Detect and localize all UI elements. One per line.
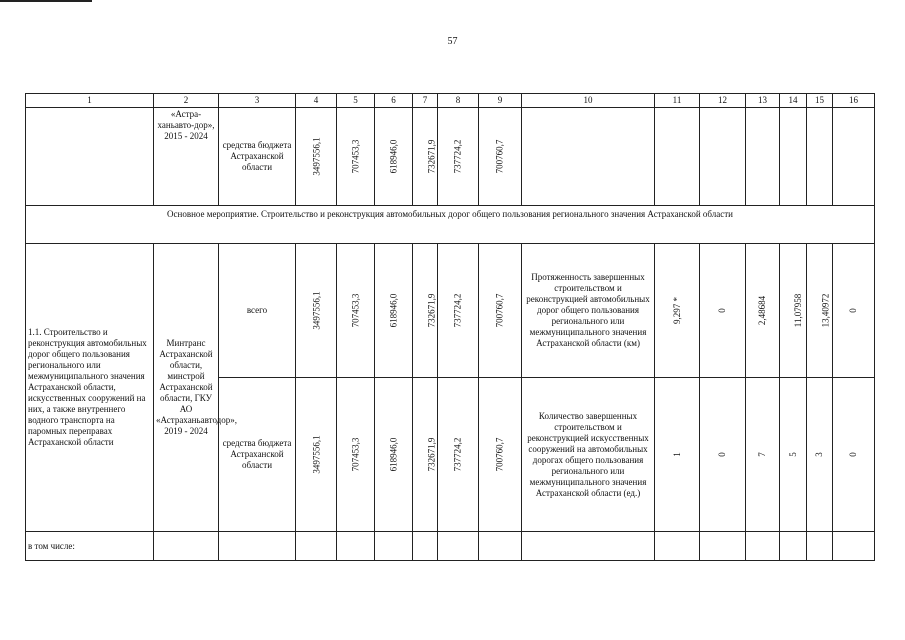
indicator-value-cell [655,244,700,378]
indicator-value: 2,48684 [757,295,768,326]
indicator-value-cell [746,244,780,378]
empty-cell [807,108,833,206]
indicator-value: 0 [717,308,727,313]
empty-cell [413,532,438,561]
value-text: 3497556,1 [311,137,322,176]
value-cell [337,244,375,378]
value-cell [438,244,479,378]
empty-cell [479,532,522,561]
indicator-value: 9,297 * [671,297,682,324]
indicator-value-cell [700,378,746,532]
table-row [26,244,875,378]
header-cell: 6 [375,94,413,108]
value-cell [413,108,438,206]
source-cell: средства бюджета Астраханской области [219,108,296,206]
value-text: 618946,0 [388,139,399,174]
value-text: 700760,7 [494,293,505,328]
value-cell [479,108,522,206]
header-cell: 4 [296,94,337,108]
empty-cell [522,532,655,561]
indicator-value-cell [833,378,875,532]
value-text: 618946,0 [388,437,399,472]
empty-cell [296,532,337,561]
value-text: 732671,9 [426,293,437,328]
header-row [26,94,875,108]
empty-cell [438,532,479,561]
empty-cell [655,532,700,561]
value-text: 618946,0 [388,293,399,328]
value-text: 737724,2 [452,293,463,328]
value-cell [337,108,375,206]
indicator-value: 13,40972 [820,293,831,328]
value-text: 700760,7 [494,139,505,174]
header-cell: 8 [438,94,479,108]
indicator-value: 1 [671,452,682,457]
value-cell [438,108,479,206]
indicator-cell: Количество завершенных строительством и реконструкцией искусственных сооружений на автомобильных дорогах общего пользования регионального или межмуниципального значения Астраханской области (ед.) [522,378,655,532]
value-cell [413,244,438,378]
indicator-value-cell [833,244,875,378]
value-text: 737724,2 [452,139,463,174]
indicator-value: 3 [814,452,824,457]
header-cell: 12 [700,94,746,108]
including-label: в том числе: [26,532,154,561]
indicator-value-cell [780,244,807,378]
empty-cell [154,532,219,561]
value-cell [375,244,413,378]
header-cell: 2 [154,94,219,108]
empty-cell [780,108,807,206]
value-text: 707453,3 [350,139,361,174]
header-cell: 5 [337,94,375,108]
indicator-value: 0 [848,308,858,313]
header-cell: 11 [655,94,700,108]
indicator-value: 0 [848,452,858,457]
item-name-cell: 1.1. Строительство и реконструкция автомобильных дорог общего пользования регионального или межмуниципального значения Астраханской области, искусственных сооружений на них, а также внутреннего водного транспорта на паромных переправах Астраханской области [26,244,154,532]
empty-cell [807,532,833,561]
value-text: 707453,3 [350,437,361,472]
value-cell [296,244,337,378]
header-cell: 1 [26,94,154,108]
empty-cell [700,108,746,206]
value-cell [337,378,375,532]
header-cell: 16 [833,94,875,108]
indicator-value: 0 [717,452,727,457]
indicator-value: 5 [787,452,798,457]
value-cell [296,108,337,206]
header-cell: 9 [479,94,522,108]
header-cell: 7 [413,94,438,108]
empty-cell [746,532,780,561]
value-cell [375,108,413,206]
empty-cell [780,532,807,561]
value-text: 732671,9 [426,437,437,472]
value-cell [375,378,413,532]
page-number: 57 [447,36,458,47]
empty-cell [522,108,655,206]
header-cell: 15 [807,94,833,108]
value-text: 737724,2 [452,437,463,472]
table-row [26,532,875,561]
item-executor-cell: Минтранс Астраханской области, минстрой Астраханской области, ГКУ АО «Астраханьавтодор», 2019 - 2024 [154,244,219,532]
value-cell [479,378,522,532]
source-cell: всего [219,244,296,378]
indicator-value-cell [807,244,833,378]
program-table [25,93,875,561]
header-cell: 14 [780,94,807,108]
empty-cell [655,108,700,206]
executor-cell: «Астра-ханьавто-дор», 2015 - 2024 [154,108,219,206]
header-cell: 10 [522,94,655,108]
empty-cell [700,532,746,561]
empty-cell [833,108,875,206]
indicator-value-cell [807,378,833,532]
empty-cell [375,532,413,561]
empty-cell [26,108,154,206]
value-text: 707453,3 [350,293,361,328]
table-row [26,108,875,206]
value-cell [438,378,479,532]
corner-line [0,0,92,2]
indicator-value: 11,07958 [793,293,804,328]
indicator-cell: Протяженность завершенных строительством и реконструкцией автомобильных дорог общего пользования регионального или межмуниципального значения Астраханской области (км) [522,244,655,378]
source-cell: средства бюджета Астраханской области [219,378,296,532]
indicator-value-cell [746,378,780,532]
indicator-value-cell [700,244,746,378]
empty-cell [219,532,296,561]
value-cell [479,244,522,378]
value-cell [296,378,337,532]
empty-cell [833,532,875,561]
value-text: 3497556,1 [311,435,322,474]
main-activity-row [26,206,875,244]
indicator-value-cell [780,378,807,532]
indicator-value-cell [655,378,700,532]
value-cell [413,378,438,532]
header-cell: 3 [219,94,296,108]
value-text: 732671,9 [426,139,437,174]
value-text: 700760,7 [494,437,505,472]
empty-cell [746,108,780,206]
value-text: 3497556,1 [311,291,322,330]
empty-cell [337,532,375,561]
main-activity-title: Основное мероприятие. Строительство и реконструкция автомобильных дорог общего пользования регионального значения Астраханской области [26,206,875,244]
header-cell: 13 [746,94,780,108]
indicator-value: 7 [757,452,767,457]
